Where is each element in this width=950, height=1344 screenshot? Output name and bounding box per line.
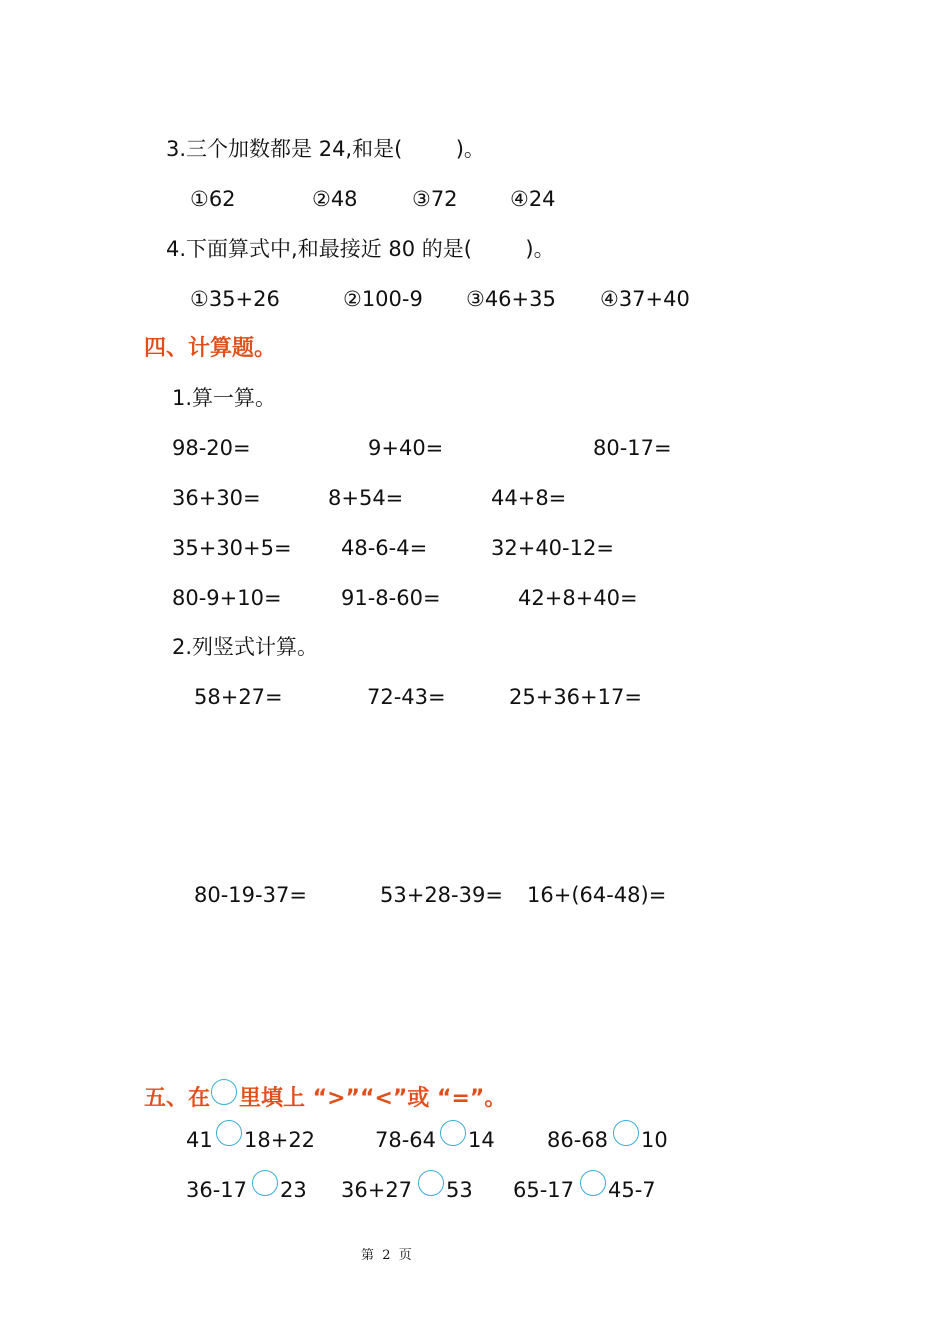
question-3-option-1: ①62 <box>190 187 236 211</box>
vertical-calc-4: 80-19-37= <box>194 883 307 907</box>
vertical-calc-1: 58+27= <box>194 685 283 709</box>
calc-r2-c3: 44+8= <box>491 486 567 510</box>
compare-6-left: 65-17 <box>513 1178 575 1202</box>
compare-2-circle[interactable] <box>440 1120 466 1146</box>
compare-6-circle[interactable] <box>580 1170 606 1196</box>
compare-2-left: 78-64 <box>375 1128 437 1152</box>
compare-3-circle[interactable] <box>613 1120 639 1146</box>
calc-r1-c2: 9+40= <box>368 436 444 460</box>
question-3-stem: 3.三个加数都是 24,和是( )。 <box>166 137 485 161</box>
question-4-option-3: ③46+35 <box>466 287 556 311</box>
compare-2-right: 14 <box>468 1128 495 1152</box>
vertical-calc-6: 16+(64-48)= <box>527 883 667 907</box>
vertical-calc-2: 72-43= <box>367 685 446 709</box>
calc-r2-c2: 8+54= <box>328 486 404 510</box>
calc-r2-c1: 36+30= <box>172 486 261 510</box>
compare-1-circle[interactable] <box>216 1120 242 1146</box>
calc-r4-c3: 42+8+40= <box>518 586 638 610</box>
section-4-sub2: 2.列竖式计算。 <box>172 635 319 659</box>
calc-r3-c2: 48-6-4= <box>341 536 428 560</box>
compare-4-right: 23 <box>280 1178 307 1202</box>
vertical-calc-3: 25+36+17= <box>509 685 642 709</box>
question-3-option-3: ③72 <box>412 187 458 211</box>
section-4-heading: 四、计算题。 <box>144 336 277 361</box>
page-number: 第 2 页 <box>361 1248 412 1263</box>
calc-r3-c1: 35+30+5= <box>172 536 292 560</box>
calc-r4-c1: 80-9+10= <box>172 586 282 610</box>
section-4-sub1: 1.算一算。 <box>172 386 277 410</box>
calc-r4-c2: 91-8-60= <box>341 586 441 610</box>
compare-4-left: 36-17 <box>186 1178 248 1202</box>
question-3-option-4: ④24 <box>510 187 556 211</box>
calc-r1-c1: 98-20= <box>172 436 251 460</box>
compare-6-right: 45-7 <box>608 1178 656 1202</box>
compare-4-circle[interactable] <box>252 1170 278 1196</box>
question-3-option-2: ②48 <box>312 187 358 211</box>
vertical-calc-5: 53+28-39= <box>380 883 503 907</box>
section-5-heading-start: 五、在 <box>144 1086 211 1111</box>
compare-3-left: 86-68 <box>547 1128 609 1152</box>
heading-circle-icon <box>211 1079 237 1105</box>
question-4-option-2: ②100-9 <box>343 287 423 311</box>
section-5-heading-end: 里填上 “>”“<”或 “=”。 <box>239 1086 507 1111</box>
question-4-option-1: ①35+26 <box>190 287 280 311</box>
question-4-stem: 4.下面算式中,和最接近 80 的是( )。 <box>166 237 555 261</box>
compare-5-circle[interactable] <box>418 1170 444 1196</box>
question-4-option-4: ④37+40 <box>600 287 690 311</box>
compare-5-left: 36+27 <box>341 1178 413 1202</box>
calc-r3-c3: 32+40-12= <box>491 536 614 560</box>
compare-3-right: 10 <box>641 1128 668 1152</box>
compare-1-left: 41 <box>186 1128 213 1152</box>
compare-1-right: 18+22 <box>244 1128 316 1152</box>
compare-5-right: 53 <box>446 1178 473 1202</box>
calc-r1-c3: 80-17= <box>593 436 672 460</box>
